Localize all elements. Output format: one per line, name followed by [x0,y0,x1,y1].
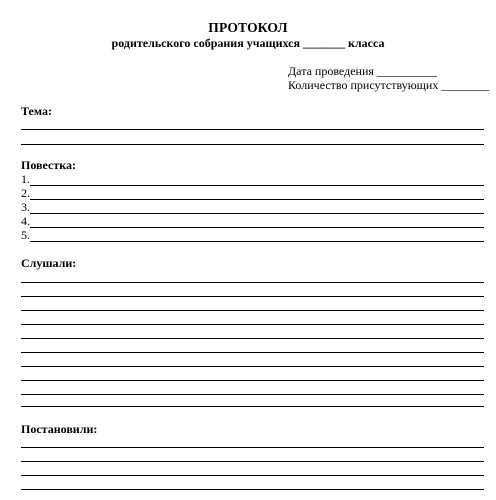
heard-line [21,324,484,325]
agenda-label: Повестка: [21,158,76,172]
agenda-item-number: 1. [21,172,30,186]
agenda-item-number: 3. [21,200,30,214]
document-subtitle: родительского собрания учащихся _______ класса [111,36,385,50]
attendees-count-line: Количество присутствующих ________ [288,78,490,92]
heard-line [21,338,484,339]
topic-label: Тема: [21,104,52,118]
agenda-item-number: 5. [21,228,30,242]
resolved-label: Постановили: [21,422,98,436]
resolved-line [21,461,484,462]
resolved-line [21,447,484,448]
meeting-date-line: Дата проведения __________ [288,64,437,78]
heard-line [21,296,484,297]
agenda-item-line [30,213,484,214]
agenda-item-number: 2. [21,186,30,200]
heard-line [21,406,484,407]
agenda-item-line [30,185,484,186]
heard-line [21,380,484,381]
agenda-item-line [30,199,484,200]
agenda-item-number: 4. [21,214,30,228]
agenda-item-line [30,241,484,242]
resolved-line [21,489,484,490]
heard-line [21,282,484,283]
resolved-line [21,475,484,476]
document-title: ПРОТОКОЛ [208,20,288,35]
heard-line [21,352,484,353]
heard-line [21,366,484,367]
agenda-item-line [30,227,484,228]
topic-line [21,129,484,130]
topic-line [21,144,484,145]
heard-label: Слушали: [21,256,77,270]
heard-line [21,310,484,311]
heard-line [21,394,484,395]
